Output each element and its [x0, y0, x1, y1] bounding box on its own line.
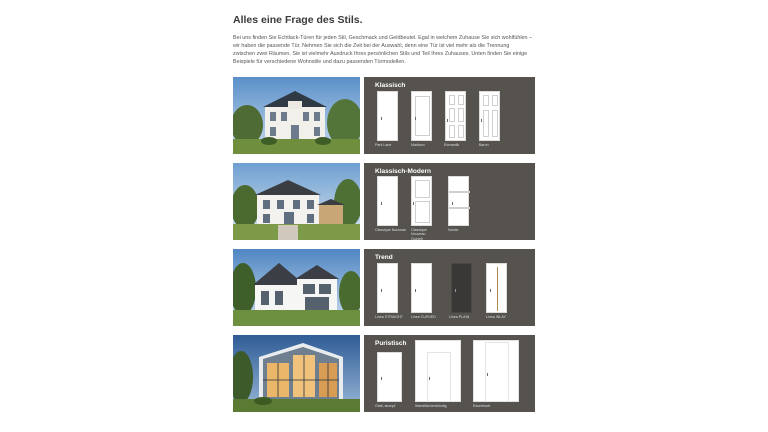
section-title: Klassisch: [375, 82, 406, 89]
door-label-nordic: Nordic: [448, 228, 459, 232]
door-label-linea-inlay: Linea INLAY: [486, 315, 506, 319]
door-wandflaechenbuendig: [415, 340, 461, 402]
door-handle: [447, 119, 448, 122]
door-panel-frame: [483, 110, 489, 137]
door-panel-frame: [415, 180, 430, 198]
intro-paragraph: Bei uns finden Sie Echtlack-Türen für jeden Stil, Geschmack und Geldbeutel. Egal in welchem Zuhause Sie sich wohlfühlen – wir haben die passende Tür. Nehmen Sie sich die Zeit bei der Auswahl, denn eine Tür ist viel mehr als die Trennung zwischen zwei Räumen. Sie ist vielmehr Ausdruck Ihres persönlichen Stils und Teil Ihres Zuhauses. Unten finden Sie einige Beispiele für verschiedene Wohnstile und dazu passenden Türmodellen.: [233, 35, 533, 66]
door-handle: [413, 202, 414, 205]
door-label-classique-nouveau-quinett: Classique Nouveau Quinett: [411, 228, 427, 241]
door-label-linea-plain: Linea PLAIN: [449, 315, 470, 319]
house-photo-modern-gable: [233, 249, 360, 326]
door-panel-trend: [364, 249, 535, 326]
door-linea-straight: [377, 263, 398, 313]
door-madison: [411, 91, 432, 141]
page-title: Alles eine Frage des Stils.: [233, 14, 363, 26]
door-panel-frame: [449, 125, 455, 138]
door-label-classique-nouveau: Classique Nouveau: [375, 228, 407, 232]
door-panel-klassisch-modern: [364, 163, 535, 240]
door-handle: [429, 377, 430, 380]
door-linea-plain: [451, 263, 472, 313]
door-park-lane: [377, 91, 398, 141]
door-panel-frame: [483, 95, 489, 106]
door-panel-frame: [458, 95, 464, 105]
door-handle: [452, 202, 453, 205]
door-panel-frame: [458, 125, 464, 138]
door-handle: [481, 119, 482, 122]
door-label-park-lane: Park Lane: [375, 143, 392, 147]
door-label-linea-straight: Linea STRAIGHT: [375, 315, 403, 319]
door-label-linea-curved: Linea CURVED: [411, 315, 436, 319]
door-romantik: [445, 91, 466, 141]
door-inlay-strip: [497, 267, 498, 311]
door-panel-frame: [492, 95, 498, 106]
style-section-puristisch: [233, 335, 535, 412]
door-panel-frame: [415, 201, 430, 223]
door-handle: [490, 289, 491, 292]
door-baron: [479, 91, 500, 141]
door-linea-curved: [411, 263, 432, 313]
door-label-romantik: Romantik: [444, 143, 460, 147]
door-label-raumhoch: Raumhoch: [473, 404, 491, 408]
house-photo-classic-villa: [233, 77, 360, 154]
door-handle: [381, 202, 382, 205]
door-label-wandflaechenbuendig: Wandflächenbündig: [415, 404, 447, 408]
door-handle: [487, 373, 488, 376]
door-panel-frame: [415, 96, 430, 136]
section-title: Puristisch: [375, 340, 407, 347]
door-panel-frame: [458, 108, 464, 122]
door-raumhoch: [473, 340, 519, 402]
door-label-madison: Madison: [411, 143, 425, 147]
door-panel-frame: [449, 95, 455, 105]
door-handle: [415, 289, 416, 292]
door-handle: [455, 289, 456, 292]
door-label-baron: Baron: [479, 143, 489, 147]
door-panel-klassisch: [364, 77, 535, 154]
door-groove: [449, 207, 470, 209]
door-panel-puristisch: [364, 335, 535, 412]
house-photo-townhouse: [233, 163, 360, 240]
door-handle: [381, 289, 382, 292]
door-classique-nouveau: [377, 176, 398, 226]
style-section-klassisch-modern: [233, 163, 535, 240]
door-panel-frame: [492, 110, 498, 137]
door-label-glatt-stumpf: Glatt, stumpf: [375, 404, 396, 408]
style-section-klassisch: [233, 77, 535, 154]
door-leaf-outline: [427, 352, 451, 402]
door-linea-inlay: [486, 263, 507, 313]
door-classique-nouveau-quinett: [411, 176, 432, 226]
door-handle: [381, 117, 382, 120]
house-photo-cubic-glass: [233, 335, 360, 412]
door-glatt-stumpf: [377, 352, 402, 402]
door-groove: [449, 191, 470, 193]
door-handle: [415, 117, 416, 120]
section-title: Klassisch-Modern: [375, 168, 431, 175]
door-handle: [381, 377, 382, 380]
door-leaf-outline: [485, 342, 509, 402]
door-panel-frame: [449, 108, 455, 122]
door-nordic: [448, 176, 469, 226]
section-title: Trend: [375, 254, 393, 261]
style-section-trend: [233, 249, 535, 326]
